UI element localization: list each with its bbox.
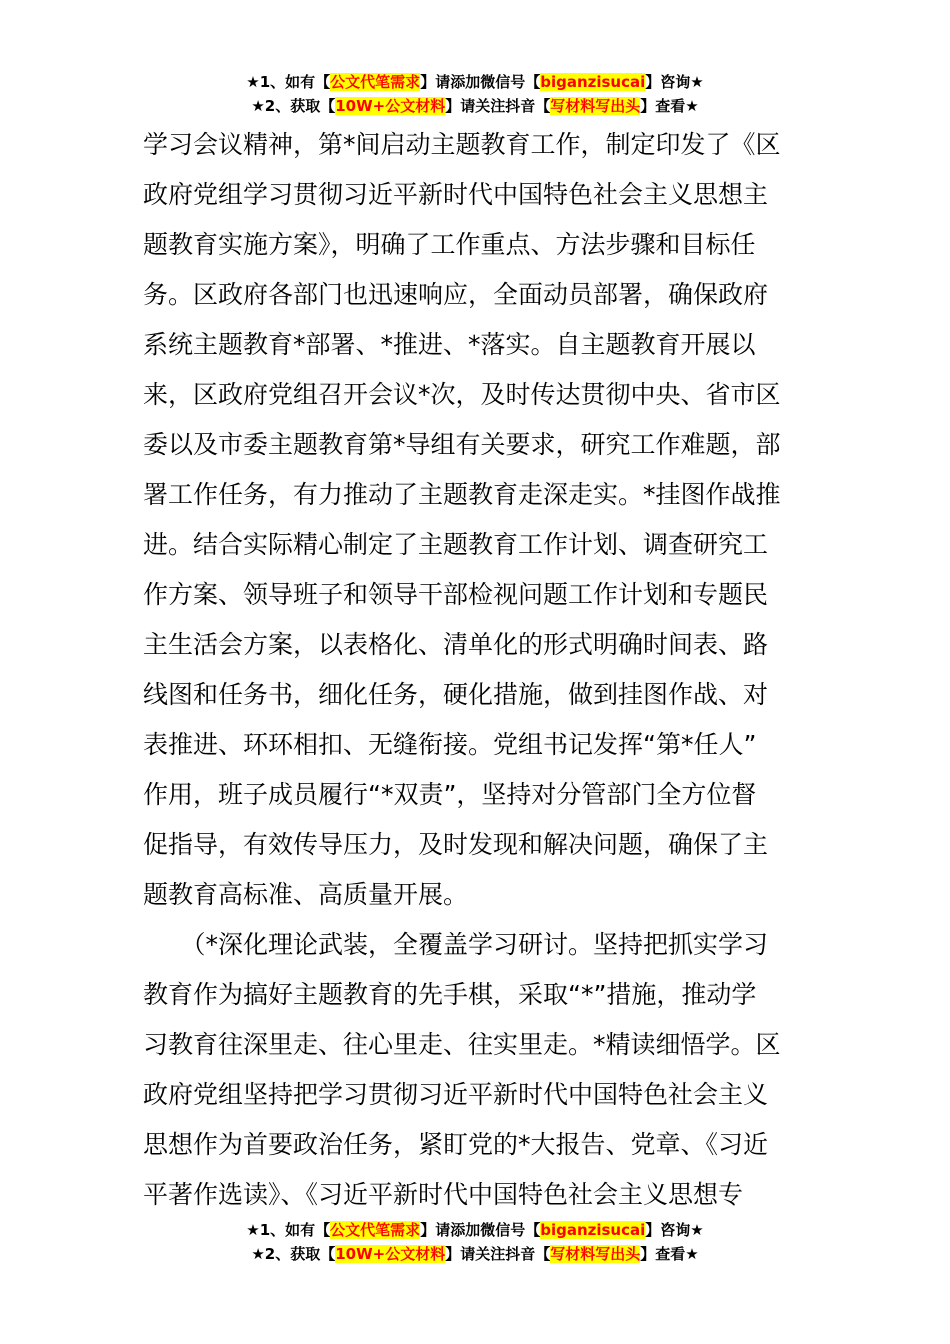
banner-highlight: 写材料写出头 <box>550 1245 641 1263</box>
banner-text: ★1、如有【 <box>246 1221 331 1239</box>
banner-text: 】请关注抖音【 <box>445 1245 551 1263</box>
banner-text: 】请添加微信号【 <box>420 73 541 91</box>
text-line: 线图和任务书，细化任务，硬化措施，做到挂图作战、对 <box>143 680 769 709</box>
text-line: 促指导，有效传导压力，及时发现和解决问题，确保了主 <box>143 830 769 859</box>
text-line: 系统主题教育*部署、*推进、*落实。自主题教育开展以 <box>143 330 756 359</box>
text-line: 署工作任务，有力推动了主题教育走深走实。*挂图作战推 <box>143 480 781 509</box>
text-line: 委以及市委主题教育第*导组有关要求，研究工作难题，部 <box>143 430 781 459</box>
banner-highlight: 10W+公文材料 <box>335 1245 446 1263</box>
banner-text: 】请关注抖音【 <box>445 97 551 115</box>
banner-text: ★1、如有【 <box>246 73 331 91</box>
banner-highlight: 写材料写出头 <box>550 97 641 115</box>
banner-text: 】查看★ <box>640 1245 699 1263</box>
footer-banner <box>0 1218 950 1266</box>
text-line: 学习会议精神，第*间启动主题教育工作，制定印发了《区 <box>143 130 781 159</box>
document-body <box>143 120 808 1220</box>
banner-highlight: 公文代笔需求 <box>330 73 421 91</box>
text-line: 政府党组学习贯彻习近平新时代中国特色社会主义思想主 <box>143 180 769 209</box>
banner-line-2 <box>0 94 950 118</box>
text-line: 思想作为首要政治任务，紧盯党的*大报告、党章、《习近 <box>143 1130 769 1159</box>
banner-line-1 <box>0 70 950 94</box>
text-line: 习教育往深里走、往心里走、往实里走。*精读细悟学。区 <box>143 1030 781 1059</box>
text-line: 作方案、领导班子和领导干部检视问题工作计划和专题民 <box>143 580 769 609</box>
banner-text: 】咨询★ <box>645 1221 704 1239</box>
banner-text: 】请添加微信号【 <box>420 1221 541 1239</box>
text-line: 题教育实施方案》，明确了工作重点、方法步骤和目标任 <box>143 230 756 259</box>
banner-highlight: 公文代笔需求 <box>330 1221 421 1239</box>
text-line: 作用，班子成员履行“*双责”，坚持对分管部门全方位督 <box>143 780 757 809</box>
text-line: 教育作为搞好主题教育的先手棋，采取“*”措施，推动学 <box>143 980 757 1009</box>
banner-line-2 <box>0 1242 950 1266</box>
text-line: 平著作选读》、《习近平新时代中国特色社会主义思想专 <box>143 1180 744 1209</box>
header-banner <box>0 70 950 118</box>
banner-text: 】咨询★ <box>645 73 704 91</box>
banner-highlight: biganzisucai <box>540 1221 646 1239</box>
text-line: 表推进、环环相扣、无缝衔接。党组书记发挥“第*任人” <box>143 730 757 759</box>
text-line: 政府党组坚持把学习贯彻习近平新时代中国特色社会主义 <box>143 1080 769 1109</box>
banner-text: 】查看★ <box>640 97 699 115</box>
text-line: （*深化理论武装，全覆盖学习研讨。坚持把抓实学习 <box>143 930 769 959</box>
text-line: 务。区政府各部门也迅速响应，全面动员部署，确保政府 <box>143 280 769 309</box>
banner-text: ★2、获取【 <box>251 97 336 115</box>
banner-highlight: biganzisucai <box>540 73 646 91</box>
text-line: 主生活会方案，以表格化、清单化的形式明确时间表、路 <box>143 630 769 659</box>
banner-line-1 <box>0 1218 950 1242</box>
text-line: 题教育高标准、高质量开展。 <box>143 880 469 909</box>
banner-text: ★2、获取【 <box>251 1245 336 1263</box>
text-line: 进。结合实际精心制定了主题教育工作计划、调查研究工 <box>143 530 769 559</box>
banner-highlight: 10W+公文材料 <box>335 97 446 115</box>
text-line: 来，区政府党组召开会议*次，及时传达贯彻中央、省市区 <box>143 380 781 409</box>
